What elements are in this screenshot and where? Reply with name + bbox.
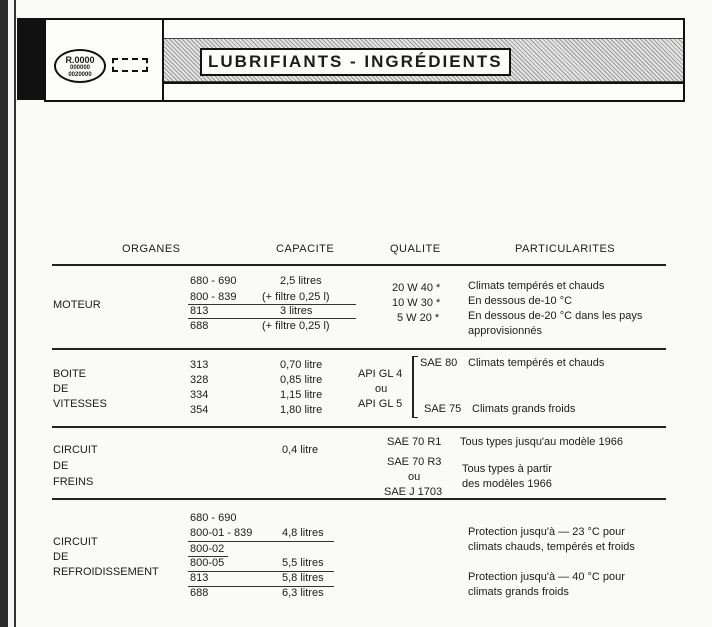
col-particularites: PARTICULARITES [515, 243, 616, 255]
freins-quality: SAE 70 R3 [387, 456, 442, 468]
boite-capacity: 0,85 litre [280, 374, 323, 386]
organe-boite: BOITE [53, 368, 87, 380]
organe-refroid: REFROIDISSEMENT [53, 566, 159, 578]
plate-top-text: R.0000 [65, 55, 95, 65]
moteur-note: En dessous de-10 °C [468, 295, 573, 307]
moteur-capacity: 3 litres [280, 305, 313, 317]
moteur-capacity: (+ filtre 0,25 l) [262, 291, 330, 303]
boite-sae: SAE 80 [420, 357, 458, 369]
organe-boite: DE [53, 383, 69, 395]
boite-code: 334 [190, 389, 209, 401]
moteur-note: Climats tempérés et chauds [468, 280, 605, 292]
col-organes: ORGANES [122, 243, 181, 255]
boite-capacity: 1,15 litre [280, 389, 323, 401]
boite-code: 313 [190, 359, 209, 371]
moteur-quality: 5 W 20 * [397, 312, 440, 324]
moteur-capacity: 2,5 litres [280, 275, 322, 287]
plate-bot-text: 0020000 [68, 72, 92, 78]
freins-capacity: 0,4 litre [282, 444, 319, 456]
boite-api: API GL 5 [358, 398, 403, 410]
row-divider [188, 556, 228, 557]
moteur-code: 688 [190, 320, 209, 332]
boite-ou: ou [375, 383, 388, 395]
moteur-code: 813 [190, 305, 209, 317]
moteur-quality: 10 W 30 * [392, 297, 441, 309]
organe-freins: CIRCUIT [53, 444, 98, 456]
refroid-capacity: 4,8 litres [282, 527, 324, 539]
row-divider [188, 541, 334, 542]
organe-moteur: MOTEUR [53, 299, 101, 311]
organe-boite: VITESSES [53, 398, 107, 410]
boite-api: API GL 4 [358, 368, 403, 380]
boite-code: 354 [190, 404, 209, 416]
section-rule [52, 498, 666, 500]
organe-refroid: CIRCUIT [53, 536, 98, 548]
brace-tick [412, 417, 418, 418]
row-divider [188, 318, 356, 319]
page-margin-line [14, 0, 16, 627]
header-rule [52, 264, 666, 266]
freins-note: des modèles 1966 [462, 478, 552, 490]
boite-sae: SAE 75 [424, 403, 462, 415]
refroid-code: 680 - 690 [190, 512, 237, 524]
refroid-code: 800-02 [190, 543, 225, 555]
plate-mid-text: 000000 [69, 65, 91, 71]
registration-plate-icon [54, 49, 106, 83]
organe-freins: DE [53, 460, 69, 472]
moteur-quality: 20 W 40 * [392, 282, 441, 294]
boite-note: Climats tempérés et chauds [468, 357, 605, 369]
section-rule [52, 348, 666, 350]
boite-capacity: 0,70 litre [280, 359, 323, 371]
refroid-note: Protection jusqu'à — 23 °C pour [468, 526, 625, 538]
col-qualite: QUALITE [390, 243, 441, 255]
brace-tick [412, 356, 418, 357]
refroid-capacity: 6,3 litres [282, 587, 324, 599]
organe-refroid: DE [53, 551, 69, 563]
freins-quality: SAE 70 R1 [387, 436, 442, 448]
page-title: LUBRIFIANTS - INGRÉDIENTS [200, 48, 511, 76]
refroid-code: 800-05 [190, 557, 225, 569]
organe-freins: FREINS [53, 476, 94, 488]
header-underline [164, 82, 683, 84]
refroid-note: climats grands froids [468, 586, 569, 598]
section-rule [52, 426, 666, 428]
scan-edge [0, 0, 8, 627]
moteur-note: En dessous de-20 °C dans les pays [468, 310, 643, 322]
freins-note: Tous types jusqu'au modèle 1966 [460, 436, 623, 448]
refroid-capacity: 5,8 litres [282, 572, 324, 584]
refroid-note: climats chauds, tempérés et froids [468, 541, 635, 553]
refroid-code: 800-01 - 839 [190, 527, 253, 539]
boite-capacity: 1,80 litre [280, 404, 323, 416]
refroid-code: 813 [190, 572, 209, 584]
col-capacite: CAPACITE [276, 243, 335, 255]
brace [412, 356, 414, 418]
moteur-capacity: (+ filtre 0,25 l) [262, 320, 330, 332]
boite-note: Climats grands froids [472, 403, 576, 415]
freins-ou: ou [408, 471, 421, 483]
moteur-code: 800 - 839 [190, 291, 237, 303]
refroid-code: 688 [190, 587, 209, 599]
freins-note: Tous types à partir [462, 463, 552, 475]
refroid-capacity: 5,5 litres [282, 557, 324, 569]
refroid-note: Protection jusqu'à — 40 °C pour [468, 571, 625, 583]
freins-quality: SAE J 1703 [384, 486, 443, 498]
moteur-note: approvisionnés [468, 325, 542, 337]
header-tab [17, 18, 44, 100]
dashed-box-icon [112, 58, 148, 72]
moteur-code: 680 - 690 [190, 275, 237, 287]
boite-code: 328 [190, 374, 209, 386]
row-divider [188, 304, 356, 305]
